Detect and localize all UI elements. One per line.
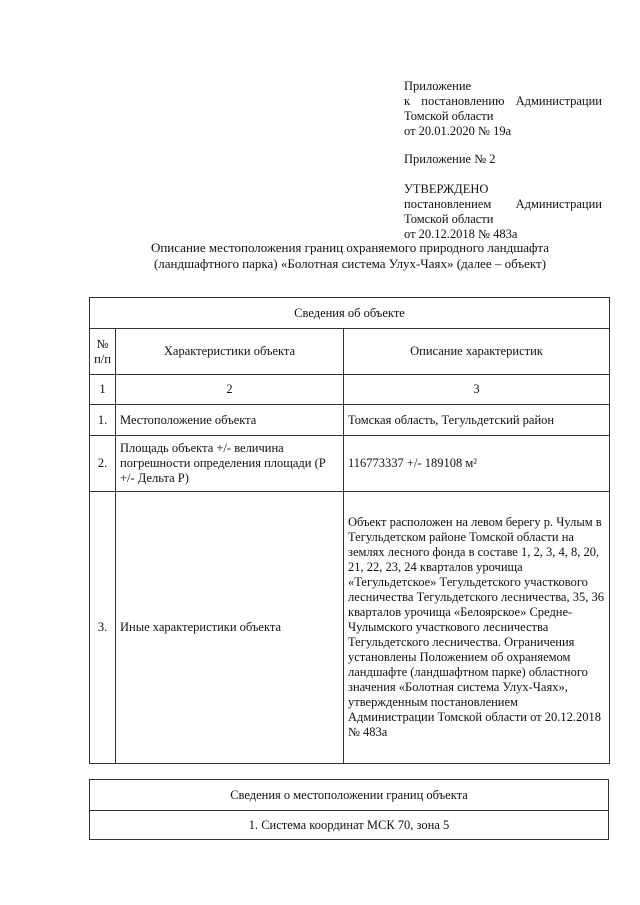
row-description: Объект расположен на левом берегу р. Чулым в Тегульдетском районе Томской области на землях лесного фонда в составе 1, 2, 3, 4, 8, 20, 21, 22, 23, 24 кварталов урочища «Тегульдетское» Тегульдетского участкового лесничества Тегульдетского лесничества, 35, 36 кварталов урочища «Белоярское» Средне-Чулымского участкового лесничества Тегульдетского лесничества. Ограничения установлены Положением об охраняемом ландшафте (ландшафтном парке) областного значения «Болотная система Улух-Чаях», утвержденным постановлением Администрации Томской области от 20.12.2018 № 483а	[344, 492, 610, 764]
row-description: Томская область, Тегульдетский район	[344, 405, 610, 436]
coord-system: 1. Система координат МСК 70, зона 5	[90, 811, 609, 840]
row-number: 2.	[90, 436, 116, 492]
approved-region-line: Томской области	[404, 212, 494, 226]
appendix-date-line: от 20.01.2020 № 19а	[404, 124, 512, 138]
appendix-header	[404, 79, 602, 139]
location-caption-row	[90, 780, 609, 811]
column-number: 2	[116, 375, 344, 405]
object-info-table	[89, 297, 610, 764]
appendix-title: Приложение	[404, 79, 472, 93]
table-header-row	[90, 329, 610, 375]
table-row	[90, 492, 610, 764]
row-number: 3.	[90, 492, 116, 764]
approved-date-line: от 20.12.2018 № 483а	[404, 227, 518, 241]
appendix-decree-line: к постановлению Администрации	[404, 94, 602, 108]
row-characteristic: Площадь объекта +/- величина погрешности определения площади (Р +/- Дельта Р)	[116, 436, 344, 492]
row-description: 116773337 +/- 189108 м²	[344, 436, 610, 492]
document-title-line-1: Описание местоположения границ охраняемого природного ландшафта	[150, 240, 550, 255]
appendix-number-block	[404, 152, 602, 167]
approved-title: УТВЕРЖДЕНО	[404, 182, 489, 196]
table-caption: Сведения об объекте	[90, 298, 610, 329]
header-num: № п/п	[90, 329, 116, 375]
appendix-region-line: Томской области	[404, 109, 494, 123]
column-number: 1	[90, 375, 116, 405]
header-characteristics: Характеристики объекта	[116, 329, 344, 375]
table-caption-row	[90, 298, 610, 329]
approved-decree-line: постановлением Администрации	[404, 197, 602, 211]
approved-header	[404, 182, 602, 242]
row-characteristic: Иные характеристики объекта	[116, 492, 344, 764]
header-description: Описание характеристик	[344, 329, 610, 375]
column-number-row	[90, 375, 610, 405]
row-number: 1.	[90, 405, 116, 436]
document-title-line-2: (ландшафтного парка) «Болотная система Улух-Чаях» (далее – объект)	[153, 256, 547, 271]
coord-system-row	[90, 811, 609, 840]
location-info-table	[89, 779, 609, 840]
document-title	[90, 240, 610, 272]
column-number: 3	[344, 375, 610, 405]
table-row	[90, 405, 610, 436]
location-caption: Сведения о местоположении границ объекта	[90, 780, 609, 811]
table-row	[90, 436, 610, 492]
appendix-number: Приложение № 2	[404, 152, 496, 166]
row-characteristic: Местоположение объекта	[116, 405, 344, 436]
